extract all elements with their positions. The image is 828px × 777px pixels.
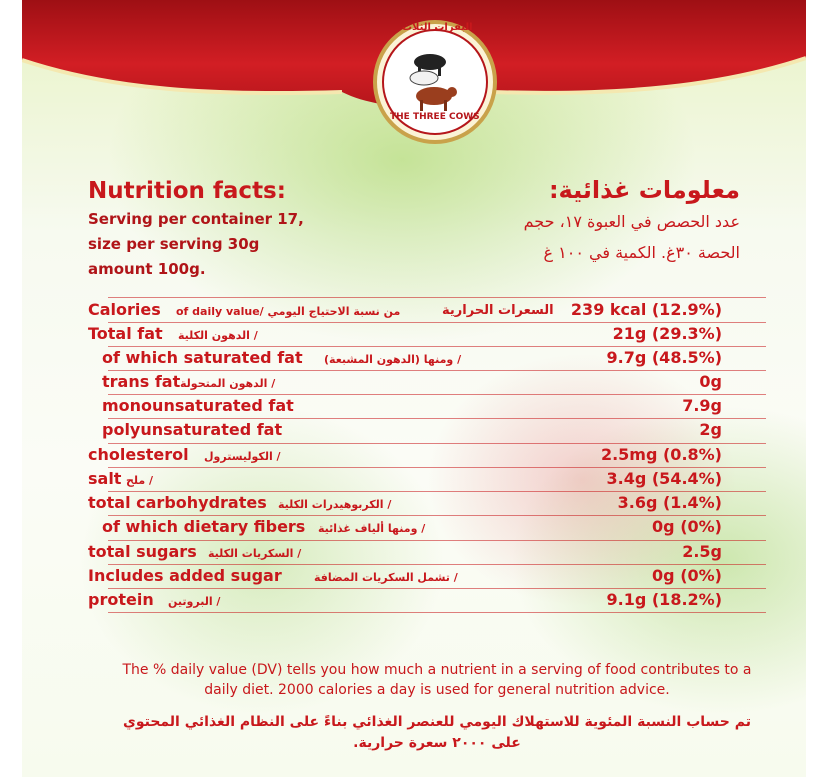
row-sugars-en: total sugars xyxy=(88,542,197,561)
row-cholesterol-en: cholesterol xyxy=(88,445,189,464)
row-rule xyxy=(108,346,766,347)
row-total-fat-value: 21g (29.3%) xyxy=(612,324,722,343)
row-trans-fat-ar: / الدهون المتحولة xyxy=(180,377,276,390)
row-saturated-fat-ar: / ومنها (الدهون المشبعة) xyxy=(324,353,462,366)
row-protein-ar: / البروتين xyxy=(168,595,221,608)
row-sugars-ar: / السكريات الكلية xyxy=(208,547,302,560)
row-calories-sub: of daily value/ من نسبة الاحتياج اليومي xyxy=(176,305,401,318)
row-rule xyxy=(108,564,766,565)
row-rule xyxy=(108,418,766,419)
row-added-sugar-value: 0g (0%) xyxy=(652,566,722,585)
row-rule xyxy=(108,491,766,492)
arabic-title: معلومات غذائية: xyxy=(548,176,740,204)
row-rule xyxy=(108,370,766,371)
row-rule xyxy=(108,394,766,395)
label-panel xyxy=(22,0,806,777)
row-calories-value: 239 kcal (12.9%) xyxy=(570,300,722,319)
logo-english-name: THE THREE COWS xyxy=(390,112,480,122)
table-bottom-rule xyxy=(108,612,766,613)
row-sugars-value: 2.5g xyxy=(682,542,722,561)
row-mono-fat-en: monounsaturated fat xyxy=(102,396,294,415)
serving-line-3: amount 100g. xyxy=(88,260,206,278)
row-calories-en: Calories xyxy=(88,300,161,319)
row-fibers-en: of which dietary fibers xyxy=(102,517,306,536)
row-calories-ar: السعرات الحرارية xyxy=(442,303,554,318)
row-mono-fat-value: 7.9g xyxy=(682,396,722,415)
row-protein-en: protein xyxy=(88,590,154,609)
row-trans-fat-value: 0g xyxy=(699,372,722,391)
row-cholesterol-ar: / الكوليسترول xyxy=(204,450,281,463)
row-rule xyxy=(108,322,766,323)
row-carbs-value: 3.6g (1.4%) xyxy=(617,493,722,512)
row-salt-en: salt xyxy=(88,469,122,488)
logo-arabic-name: البقرات الثلاث xyxy=(402,22,473,33)
row-cholesterol-value: 2.5mg (0.8%) xyxy=(600,445,722,464)
footnote-arabic: تم حساب النسبة المئوية للاستهلاك اليومي للعنصر الغذائي بناءً على النظام الغذائي المحتوي على ٢٠٠٠ سعرة حرارية. xyxy=(123,714,751,751)
row-poly-fat-value: 2g xyxy=(699,420,722,439)
three-cows-logo xyxy=(372,12,498,152)
row-saturated-fat-value: 9.7g (48.5%) xyxy=(606,348,722,367)
row-carbs-en: total carbohydrates xyxy=(88,493,267,512)
row-salt-value: 3.4g (54.4%) xyxy=(606,469,722,488)
row-rule xyxy=(108,467,766,468)
row-fibers-value: 0g (0%) xyxy=(652,517,722,536)
row-total-fat-en: Total fat xyxy=(88,324,163,343)
row-rule xyxy=(108,588,766,589)
row-rule xyxy=(108,515,766,516)
row-added-sugar-en: Includes added sugar xyxy=(88,566,282,585)
row-rule xyxy=(108,540,766,541)
serving-line-2: size per serving 30g xyxy=(88,235,260,253)
row-salt-ar: / ملح xyxy=(126,474,154,487)
row-saturated-fat-en: of which saturated fat xyxy=(102,348,303,367)
row-fibers-ar: / ومنها ألياف غذائية xyxy=(318,522,426,535)
serving-line-1: Serving per container 17, xyxy=(88,210,304,228)
row-trans-fat-en: trans fat xyxy=(102,372,181,391)
arabic-serving-line-1: عدد الحصص في العبوة ١٧، حجم xyxy=(523,212,740,231)
row-total-fat-ar: / الدهون الكلية xyxy=(178,329,258,342)
row-carbs-ar: / الكربوهيدرات الكلية xyxy=(278,498,392,511)
row-poly-fat-en: polyunsaturated fat xyxy=(102,420,283,439)
row-protein-value: 9.1g (18.2%) xyxy=(606,590,722,609)
table-top-rule xyxy=(108,297,766,298)
footnote-english: The % daily value (DV) tells you how much a nutrient in a serving of food contributes to a daily diet. 2000 calories a day is used for general nutrition advice. xyxy=(122,662,752,698)
arabic-serving-line-2: الحصة ٣٠غ. الكمية في ١٠٠ غ xyxy=(543,243,740,262)
row-rule xyxy=(108,443,766,444)
nutrition-facts-title: Nutrition facts: xyxy=(88,178,286,204)
row-added-sugar-ar: / تشمل السكريات المضافة xyxy=(314,571,458,584)
